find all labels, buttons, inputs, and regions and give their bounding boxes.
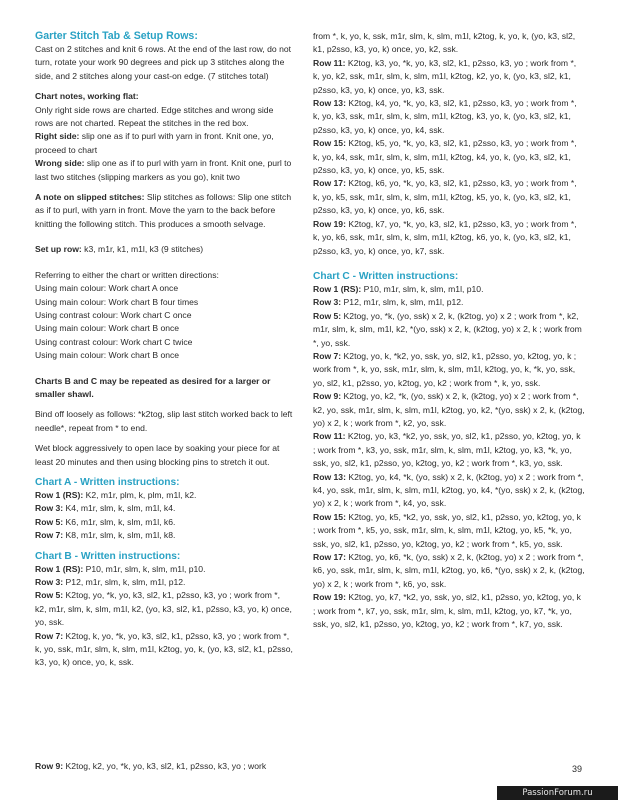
chart-b-row: Row 13: K2tog, k4, yo, *k, yo, k3, sl2, k1, p2sso, k3, yo ; work from *, k, yo, k3, ssk, m1r, slm, k, slm, m1l, k2tog, k3, yo, k, (yo, k3, sl2, k1, p2sso, k3, yo, k) once, yo, k4, ssk. — [313, 98, 577, 135]
chart-c-row: Row 15: K2tog, yo, k5, *k2, yo, ssk, yo, sl2, k1, p2sso, yo, k2tog, yo, k ; work from *, k5, yo, ssk, m1r, slm, k, slm, m1l, k2tog, yo, k5, *k, yo, ssk, yo, sl2, k1, p2sso, yo, k2tog, yo, k2 ; work from *, k5, yo, ssk. — [313, 511, 581, 549]
watermark: PassionForum.ru — [497, 786, 618, 800]
list-item: Using contrast colour: Work chart C twice — [35, 336, 193, 347]
slipped-stitches-note: A note on slipped stitches: Slip stitches as follows: Slip one stitch as if to purl, with yarn in front. Move the yarn to the back before knitting the following stitch. This produces a smooth selvage. — [35, 192, 292, 229]
right-side-note: Right side: slip one as if to purl with yarn in front. Knit one, yo, proceed to chart — [35, 131, 274, 155]
bind-off-text: Bind off loosely as follows: *k2tog, slip last stitch worked back to left needle*, repeat from * to end. — [35, 409, 293, 433]
page-number: 39 — [572, 764, 583, 774]
chart-a-row: Row 1 (RS): K2, m1r, plm, k, plm, m1l, k2. — [35, 489, 197, 500]
chart-b-row: Row 19: K2tog, k7, yo, *k, yo, k3, sl2, k1, p2sso, k3, yo ; work from *, k, yo, k6, ssk, m1r, slm, k, slm, m1l, k2tog, k6, yo, k, (yo, k3, sl2, k1, p2sso, k3, yo, k) once, yo, k7, ssk. — [313, 218, 577, 256]
repeat-note: Charts B and C may be repeated as desired for a larger or smaller shawl. — [35, 375, 271, 399]
chart-b-row: Row 17: K2tog, k6, yo, *k, yo, k3, sl2, k1, p2sso, k3, yo ; work from *, k, yo, k5, ssk, m1r, slm, k, slm, m1l, k2tog, k5, yo, k, (yo, k3, sl2, k1, p2sso, k3, yo, k) once, yo, k6, ssk. — [313, 178, 577, 216]
chart-b-heading: Chart B - Written instructions: — [35, 550, 181, 562]
wrong-side-note: Wrong side: slip one as if to purl with yarn in front. Knit one, purl to last two stitches (slipping markers as you go), knit two — [35, 158, 292, 182]
chart-c-row: Row 3: P12, m1r, slm, k, slm, m1l, p12. — [313, 297, 464, 308]
chart-b-row: Row 3: P12, m1r, slm, k, slm, m1l, p12. — [35, 577, 186, 587]
chart-notes-heading: Chart notes, working flat: — [35, 91, 139, 102]
chart-c-row: Row 5: K2tog, yo, *k, (yo, ssk) x 2, k, (k2tog, yo) x 2 ; work from *, k2, m1r, slm, k, slm, m1l, k2, *(yo, ssk) x 2, k, (k2tog, yo) x 2, k ; work from *, yo, ssk. — [313, 310, 582, 348]
chart-b-row: Row 5: K2tog, yo, *k, yo, k3, sl2, k1, p2sso, k3, yo ; work from *, k2, m1r, slm, k, slm, m1l, k2, (yo, k3, sl2, k1, p2sso, k3, yo, k) once, yo, ssk. — [35, 590, 292, 628]
chart-a-row: Row 5: K6, m1r, slm, k, slm, m1l, k6. — [35, 516, 176, 527]
chart-c-heading: Chart C - Written instructions: — [313, 270, 459, 282]
list-item: Using main colour: Work chart B once — [35, 350, 180, 361]
chart-c-row: Row 13: K2tog, yo, k4, *k, (yo, ssk) x 2, k, (k2tog, yo) x 2 ; work from *, k4, yo, ssk, m1r, slm, k, slm, m1l, k2tog, yo, k4, *(yo, ssk) x 2, k, (k2tog, yo) x 2, k ; work from *, k4, yo, ssk. — [313, 471, 585, 509]
garter-text: Cast on 2 stitches and knit 6 rows. At the end of the last row, do not turn, rotate your work 90 degrees and pick up 3 stitches along the side, and 2 stitches along your cast-on edge. (7 stitches total) — [35, 44, 292, 81]
setup-row: Set up row: k3, m1r, k1, m1l, k3 (9 stitches) — [35, 244, 204, 255]
chart-c-row: Row 1 (RS): P10, m1r, slm, k, slm, m1l, p10. — [313, 283, 484, 294]
list-item: Using main colour: Work chart B four times — [35, 296, 199, 307]
chart-a-row: Row 3: K4, m1r, slm, k, slm, m1l, k4. — [35, 503, 176, 514]
list-item: Using main colour: Work chart A once — [35, 283, 179, 294]
chart-c-row: Row 19: K2tog, yo, k7, *k2, yo, ssk, yo, sl2, k1, p2sso, yo, k2tog, yo, k ; work from *, k7, yo, ssk, m1r, slm, k, slm, m1l, k2tog, yo, k7, *k, yo, ssk, yo, sl2, k1, p2sso, yo, k2tog, yo, k2 ; work from *, k7, yo, ssk. — [313, 592, 581, 630]
garter-heading: Garter Stitch Tab & Setup Rows: — [35, 30, 198, 42]
chart-b-row: Row 1 (RS): P10, m1r, slm, k, slm, m1l, p10. — [35, 563, 206, 574]
chart-b-row-9-continued: from *, k, yo, k, ssk, m1r, slm, k, slm, m1l, k2tog, k, yo, k, (yo, k3, sl2, k1, p2sso, k3, yo, k) once, yo, k2, ssk. — [313, 31, 576, 55]
right-column — [313, 30, 585, 631]
chart-a-row: Row 7: K8, m1r, slm, k, slm, m1l, k8. — [35, 530, 176, 541]
list-item: Referring to either the chart or written directions: — [35, 269, 219, 280]
chart-notes-text: Only right side rows are charted. Edge stitches and wrong side rows are not charted. Repeat the stitches in the red box. — [35, 104, 274, 129]
chart-c-row: Row 9: K2tog, yo, k2, *k, (yo, ssk) x 2, k, (k2tog, yo) x 2 ; work from *, k2, yo, ssk, m1r, slm, k, slm, m1l, k2tog, yo, k2, *(yo, ssk) x 2, k, (k2tog, yo) x 2, k ; work from *, k2, yo, ssk. — [313, 391, 585, 428]
list-item: Using main colour: Work chart B once — [35, 323, 180, 334]
left-column — [35, 30, 293, 670]
chart-b-row-9: Row 9: K2tog, k2, yo, *k, yo, k3, sl2, k1, p2sso, k3, yo ; work — [35, 761, 267, 771]
chart-b-row: Row 11: K2tog, k3, yo, *k, yo, k3, sl2, k1, p2sso, k3, yo ; work from *, k, yo, k2, ssk, m1r, slm, k, slm, m1l, k2tog, k2, yo, k, (yo, k3, sl2, k1, p2sso, k3, yo, k) once, yo, k3, ssk. — [313, 57, 577, 95]
chart-c-row: Row 17: K2tog, yo, k6, *k, (yo, ssk) x 2, k, (k2tog, yo) x 2 ; work from *, k6, yo, ssk, m1r, slm, k, slm, m1l, k2tog, yo, k6, *(yo, ssk) x 2, k, (k2tog, yo) x 2, k ; work from *, k6, yo, ssk. — [313, 552, 585, 589]
list-item: Using contrast colour: Work chart C once — [35, 309, 192, 320]
referring-list — [35, 269, 293, 363]
chart-b-row: Row 15: K2tog, k5, yo, *k, yo, k3, sl2, k1, p2sso, k3, yo ; work from *, k, yo, k4, ssk, m1r, slm, k, slm, m1l, k2tog, k4, yo, k, (yo, k3, sl2, k1, p2sso, k3, yo, k) once, yo, k5, ssk. — [313, 138, 577, 176]
chart-a-heading: Chart A - Written instructions: — [35, 476, 180, 488]
chart-c-row: Row 7: K2tog, yo, k, *k2, yo, ssk, yo, sl2, k1, p2sso, yo, k2tog, yo, k ; work from *, k, yo, ssk, m1r, slm, k, slm, m1l, k2tog, yo, k, *k, yo, ssk, yo, sl2, k1, p2sso, yo, k2tog, yo, k2 ; work from *, k, yo, ssk. — [313, 350, 577, 388]
chart-b-row: Row 7: K2tog, k, yo, *k, yo, k3, sl2, k1, p2sso, k3, yo ; work from *, k, yo, ssk, m1r, slm, k, slm, m1l, k2tog, yo, k, (yo, k3, sl2, k1, p2sso, k3, yo, k) once, yo, k, ssk. — [35, 630, 293, 668]
wet-block-text: Wet block aggressively to open lace by soaking your piece for at least 20 minutes and then using blocking pins to stretch it out. — [35, 443, 280, 467]
chart-c-row: Row 11: K2tog, yo, k3, *k2, yo, ssk, yo, sl2, k1, p2sso, yo, k2tog, yo, k ; work from *, k3, yo, ssk, m1r, slm, k, slm, m1l, k2tog, yo, k3, *k, yo, ssk, yo, sl2, k1, p2sso, yo, k2tog, yo, k2 ; work from *, k3, yo, ssk. — [313, 431, 581, 469]
